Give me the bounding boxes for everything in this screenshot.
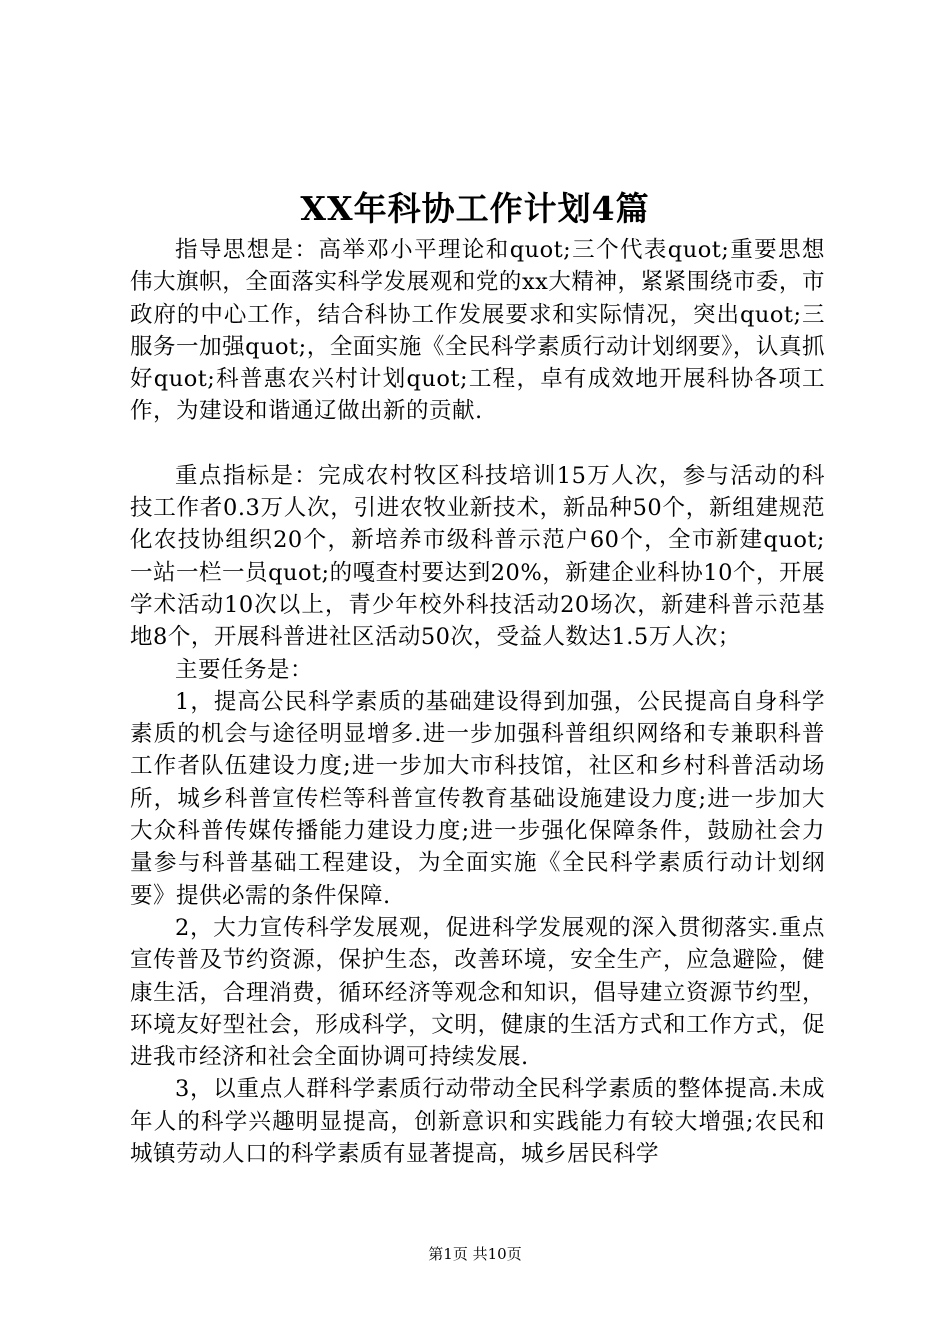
- paragraph-task-1: 1，提高公民科学素质的基础建设得到加强，公民提高自身科学素质的机会与途径明显增多.进一步加强科普组织网络和专兼职科普工作者队伍建设力度;进一步加大市科技馆，社区和乡村科普活动场所，城乡科普宣传栏等科普宣传教育基础设施建设力度;进一步加大大众科普传媒传播能力建设力度;进一步强化保障条件，鼓励社会力量参与科普基础工程建设，为全面实施《全民科学素质行动计划纲要》提供必需的条件保障.: [130, 688, 825, 909]
- paragraph-task-3: 3，以重点人群科学素质行动带动全民科学素质的整体提高.未成年人的科学兴趣明显提高，创新意识和实践能力有较大增强;农民和城镇劳动人口的科学素质有显著提高，城乡居民科学: [130, 1076, 825, 1168]
- paragraph-key-indicators: 重点指标是：完成农村牧区科技培训15万人次，参与活动的科技工作者0.3万人次，引进农牧业新技术，新品种50个，新组建规范化农技协组织20个，新培养市级科普示范户60个，全市新建quot;一站一栏一员quot;的嘎查村要达到20%，新建企业科协10个，开展学术活动10次以上，青少年校外科技活动20场次，新建科普示范基地8个，开展科普进社区活动50次，受益人数达1.5万人次；: [130, 462, 825, 651]
- paragraph-main-tasks-heading: 主要任务是：: [175, 656, 314, 683]
- page-number-footer: 第1页 共10页: [428, 1245, 522, 1263]
- document-title: XX年科协工作计划4篇: [300, 189, 650, 228]
- paragraph-task-2: 2，大力宣传科学发展观，促进科学发展观的深入贯彻落实.重点宣传普及节约资源，保护生态，改善环境，安全生产，应急避险，健康生活，合理消费，循环经济等观念和知识，倡导建立资源节约型，环境友好型社会，形成科学，文明，健康的生活方式和工作方式，促进我市经济和社会全面协调可持续发展.: [130, 914, 825, 1071]
- paragraph-guiding-ideology: 指导思想是：高举邓小平理论和quot;三个代表quot;重要思想伟大旗帜，全面落实科学发展观和党的xx大精神，紧紧围绕市委，市政府的中心工作，结合科协工作发展要求和实际情况，突出quot;三服务一加强quot;，全面实施《全民科学素质行动计划纲要》，认真抓好quot;科普惠农兴村计划quot;工程，卓有成效地开展科协各项工作，为建设和谐通辽做出新的贡献.: [130, 237, 825, 425]
- document-body: [130, 234, 825, 1170]
